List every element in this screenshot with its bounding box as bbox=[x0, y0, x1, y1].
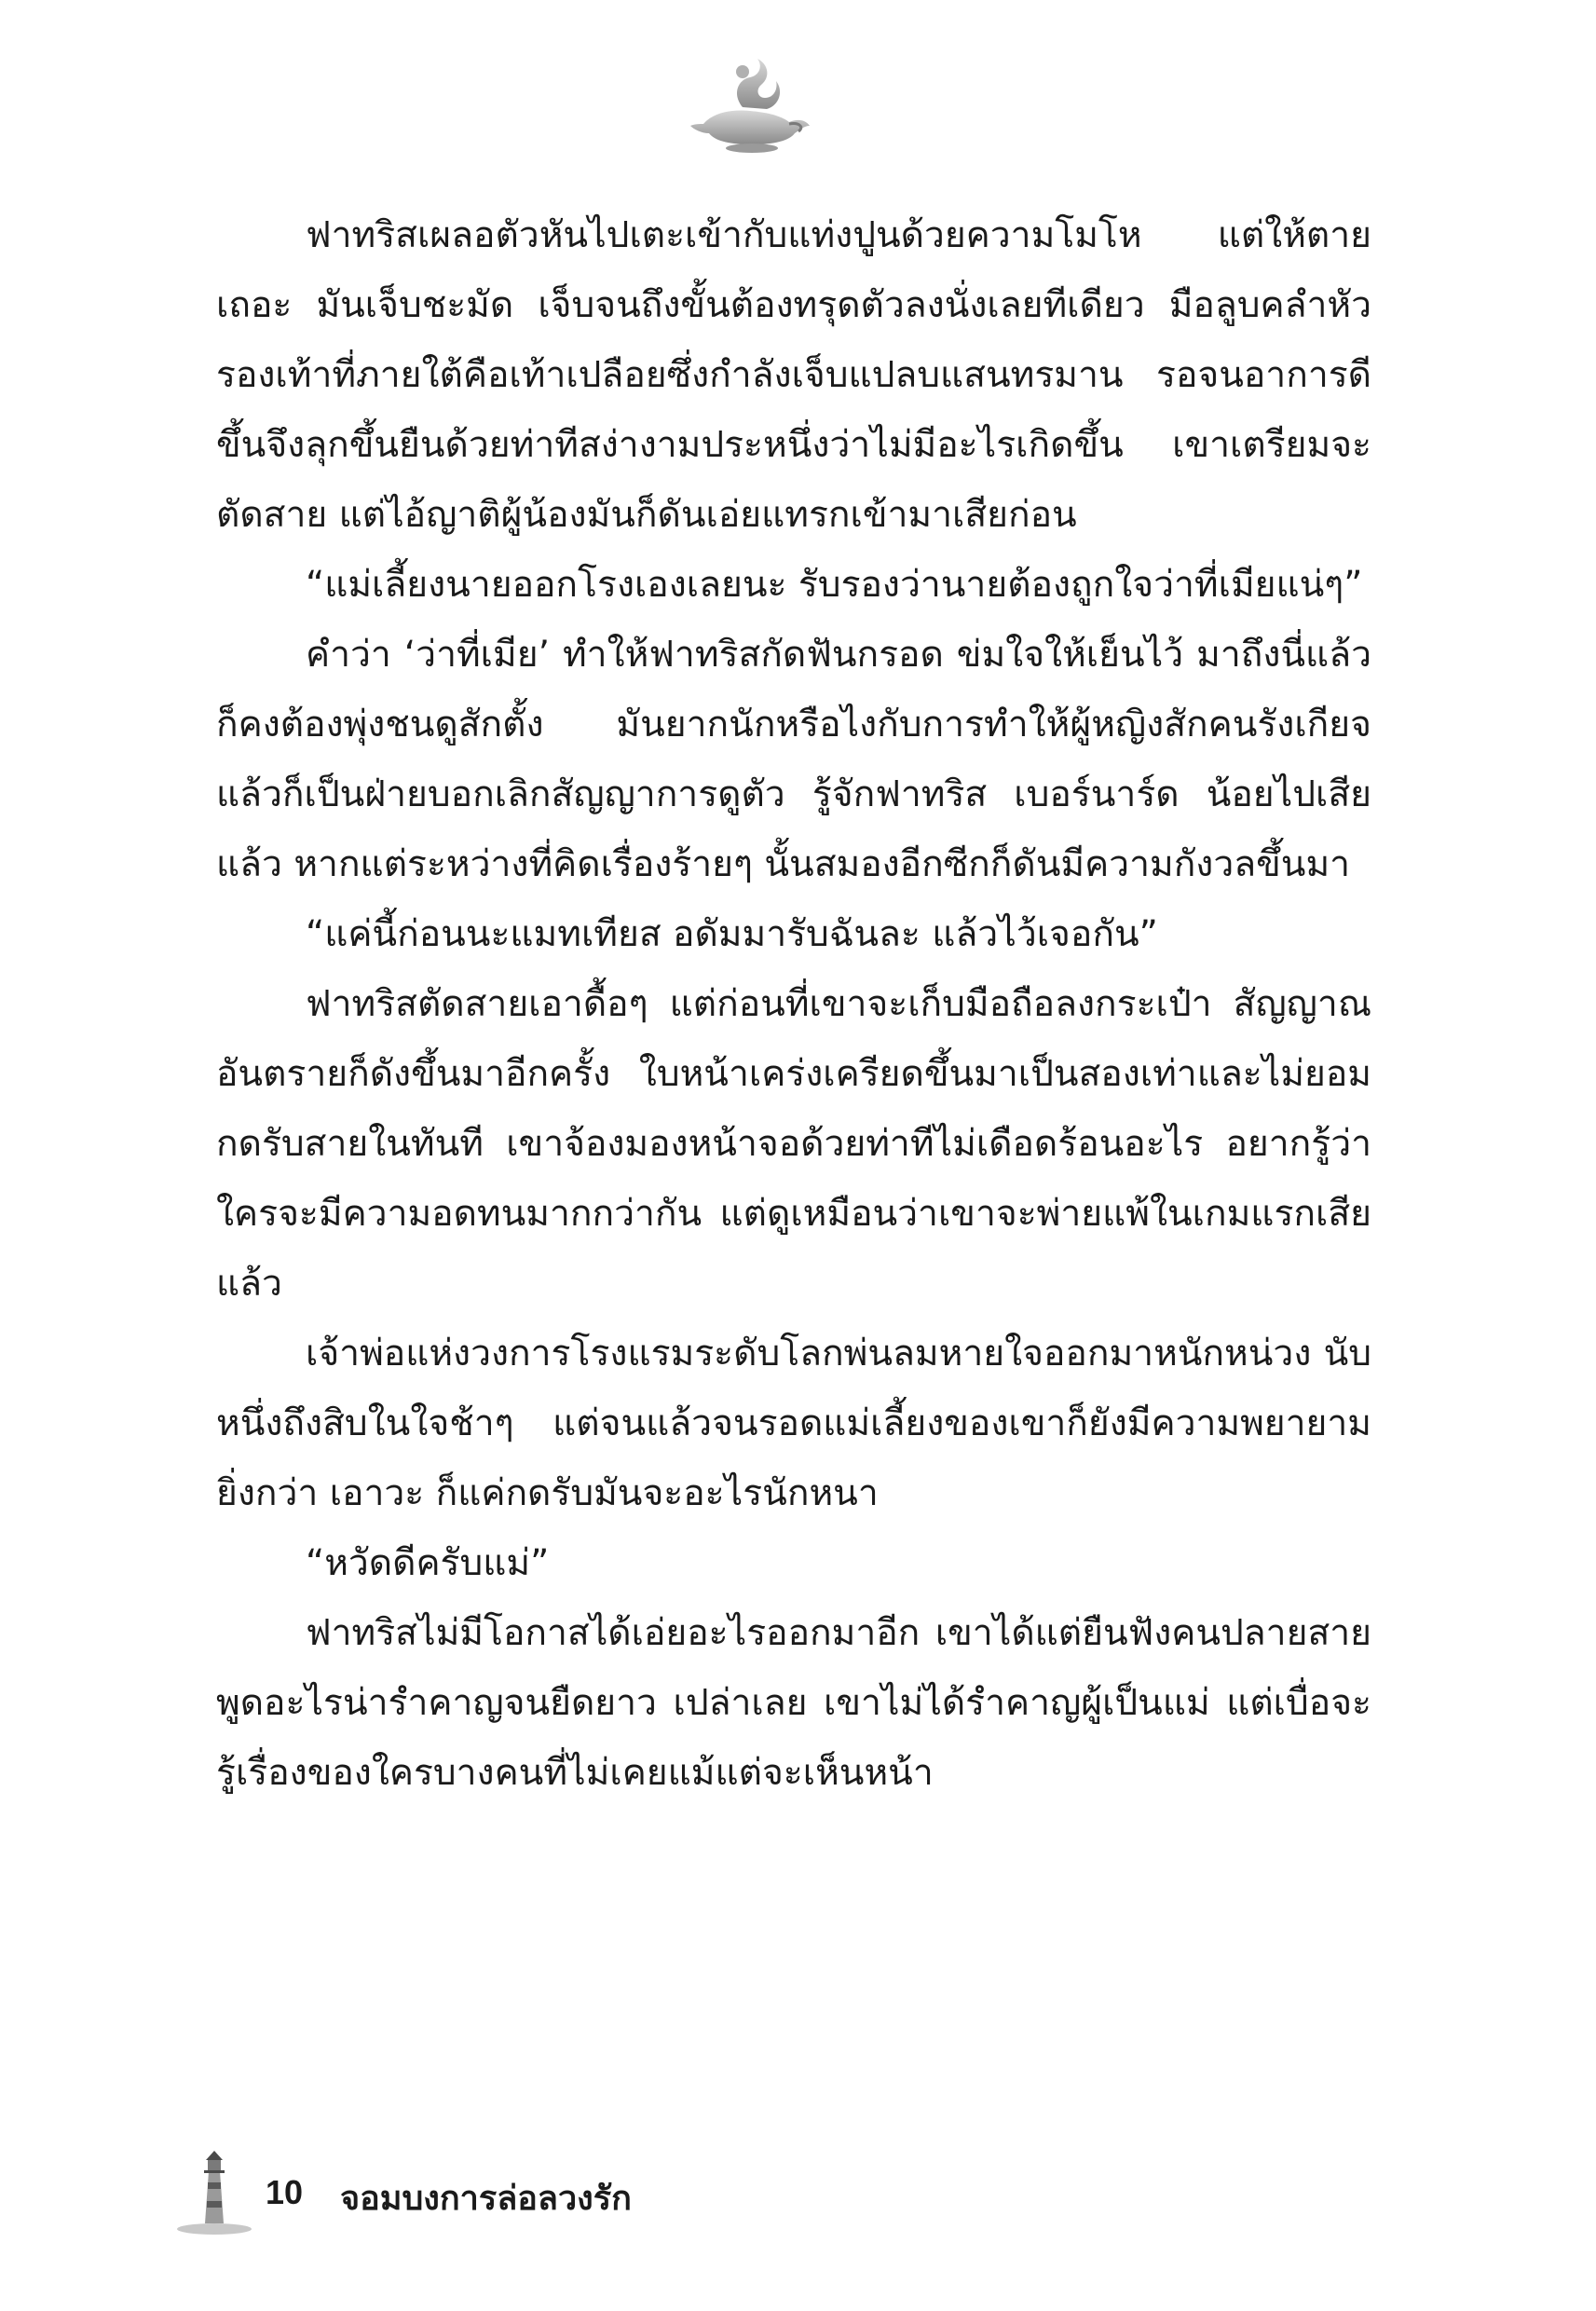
paragraph: ฟาทริสเผลอตัวหันไปเตะเข้ากับแท่งปูนด้วยความโมโห แต่ให้ตายเถอะ มันเจ็บชะมัด เจ็บจนถึงขั้นต้องทรุดตัวลงนั่งเลยทีเดียว มือลูบคลำหัวรองเท้าที่ภายใต้คือเท้าเปลือยซึ่งกำลังเจ็บแปลบแสนทรมาน รอจนอาการดีขึ้นจึงลุกขึ้นยืนด้วยท่าทีสง่างามประหนึ่งว่าไม่มีอะไรเกิดขึ้น เขาเตรียมจะตัดสาย แต่ไอ้ญาติผู้น้องมันก็ดันเอ่ยแทรกเข้ามาเสียก่อน bbox=[216, 214, 1371, 536]
paragraph: ฟาทริสตัดสายเอาดื้อๆ แต่ก่อนที่เขาจะเก็บมือถือลงกระเป๋า สัญญาณอันตรายก็ดังขึ้นมาอีกครั้ง ใบหน้าเคร่งเครียดขึ้นมาเป็นสองเท่าและไม่ยอมกดรับสายในทันที เขาจ้องมองหน้าจอด้วยท่าทีไม่เดือดร้อนอะไร อยากรู้ว่าใครจะมีความอดทนมากกว่ากัน แต่ดูเหมือนว่าเขาจะพ่ายแพ้ในเกมแรกเสียแล้ว bbox=[216, 983, 1371, 1305]
page-number: 10 bbox=[266, 2173, 304, 2211]
paragraph: “แค่นี้ก่อนนะแมทเทียส อดัมมารับฉันละ แล้วไว้เจอกัน” bbox=[306, 913, 1158, 955]
paragraph: “แม่เลี้ยงนายออกโรงเองเลยนะ รับรองว่านายต้องถูกใจว่าที่เมียแน่ๆ” bbox=[306, 564, 1363, 606]
book-title: จอมบงการล่อลวงรัก bbox=[340, 2180, 632, 2218]
lighthouse-icon bbox=[177, 2143, 261, 2236]
page-footer bbox=[149, 2143, 801, 2236]
paragraph: เจ้าพ่อแห่งวงการโรงแรมระดับโลกพ่นลมหายใจออกมาหนักหน่วง นับหนึ่งถึงสิบในใจช้าๆ แต่จนแล้วจนรอดแม่เลี้ยงของเขาก็ยังมีความพยายามยิ่งกว่า เอาวะ ก็แค่กดรับมันจะอะไรนักหนา bbox=[216, 1333, 1371, 1514]
paragraph: “หวัดดีครับแม่” bbox=[306, 1542, 550, 1584]
page-body-text bbox=[216, 200, 1371, 1808]
paragraph: คำว่า ‘ว่าที่เมีย’ ทำให้ฟาทริสกัดฟันกรอด ข่มใจให้เย็นไว้ มาถึงนี่แล้วก็คงต้องพุ่งชนดูสักตั้ง มันยากนักหรือไงกับการทำให้ผู้หญิงสักคนรังเกียจแล้วก็เป็นฝ่ายบอกเลิกสัญญาการดูตัว รู้จักฟาทริส เบอร์นาร์ด น้อยไปเสียแล้ว หากแต่ระหว่างที่คิดเรื่องร้ายๆ นั้นสมองอีกซีกก็ดันมีความกังวลขึ้นมา bbox=[216, 634, 1371, 885]
genie-lamp-icon bbox=[685, 51, 815, 154]
paragraph: ฟาทริสไม่มีโอกาสได้เอ่ยอะไรออกมาอีก เขาได้แต่ยืนฟังคนปลายสายพูดอะไรน่ารำคาญจนยืดยาว เปล่าเลย เขาไม่ได้รำคาญผู้เป็นแม่ แต่เบื่อจะรู้เรื่องของใครบางคนที่ไม่เคยแม้แต่จะเห็นหน้า bbox=[216, 1612, 1371, 1794]
